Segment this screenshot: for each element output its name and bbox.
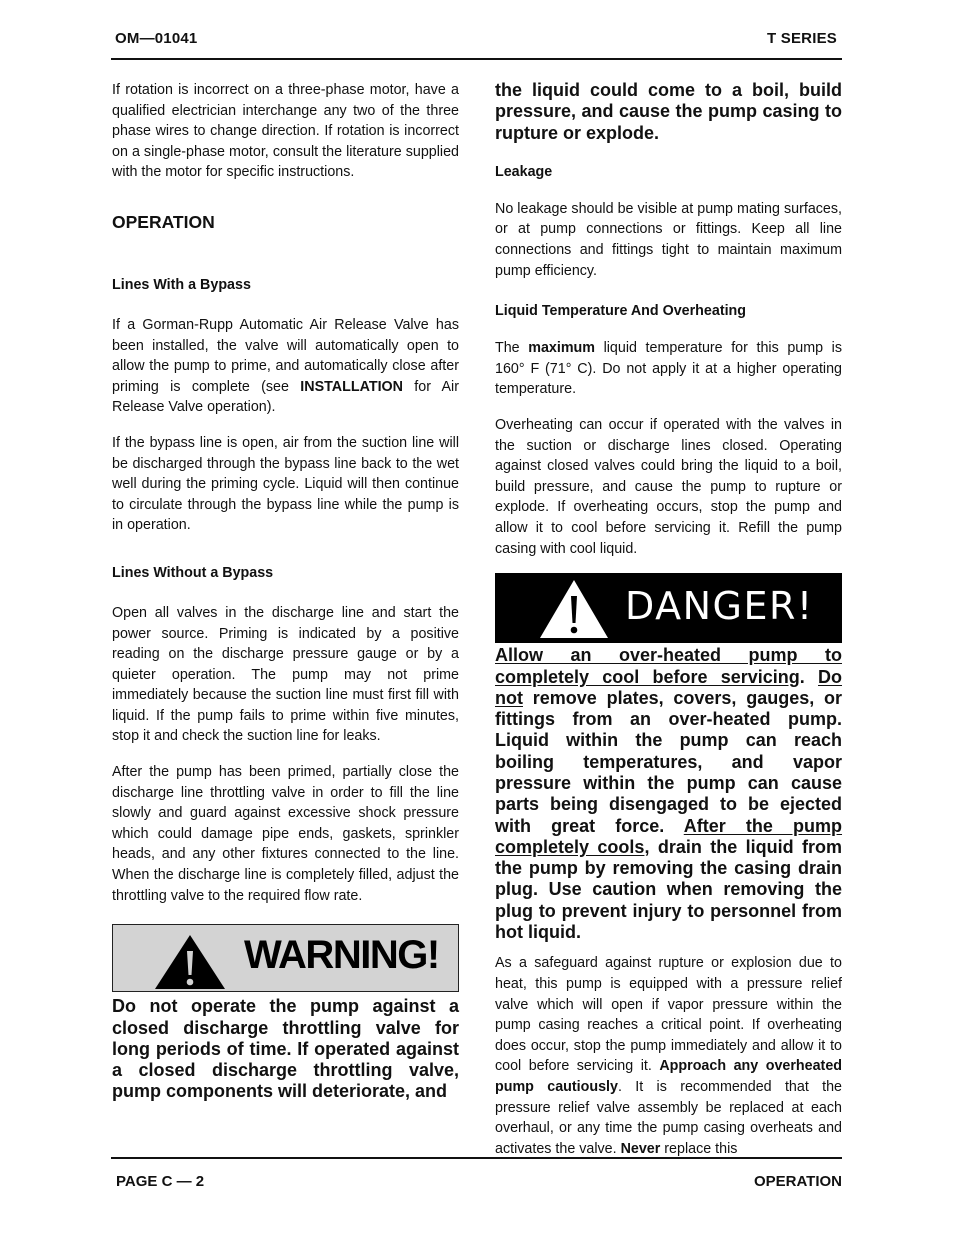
warning-continued-text: the liquid could come to a boil, build pressure, and cause the pump casing to rupture or explode. xyxy=(495,80,842,143)
series-label: T SERIES xyxy=(767,30,837,47)
danger-triangle-icon xyxy=(538,578,610,640)
leakage-heading: Leakage xyxy=(495,163,553,180)
rotation-paragraph: If rotation is incorrect on a three-phase motor, have a qualified electrician interchange any two of the three phase wires to change direction. If rotation is incorrect on a single-phase motor, consult the literature supplied with the motor for specific instructions. xyxy=(112,82,459,181)
temperature-heading: Liquid Temperature And Overheating xyxy=(495,303,747,320)
section-label: OPERATION xyxy=(753,1173,842,1190)
bypass-heading: Lines With a Bypass xyxy=(112,276,251,293)
no-bypass-heading: Lines Without a Bypass xyxy=(112,564,274,581)
safeguard-paragraph: As a safeguard against rupture or explosion due to heat, this pump is equipped with a pressure relief valve which will open if vapor pressure within the pump casing reaches a critical point. If overheating does occur, stop the pump immediately and allow it to cool before servicing it. Approach any overheated pump cautiously. It is recommended that the pressure relief valve assembly be replaced at each overhaul, or any time the pump casing overheats and activates the valve. Never replace this xyxy=(495,955,843,1157)
document-id: OM—01041 xyxy=(115,30,198,47)
header-rule xyxy=(111,58,842,60)
footer-rule xyxy=(111,1157,842,1159)
warning-box xyxy=(112,924,459,992)
bypass-paragraph-1: If a Gorman-Rupp Automatic Air Release Valve has been installed, the valve will automatically open to allow the pump to prime, and automatically close after priming is complete (see INSTALLATION for Air Release Valve operation). xyxy=(112,316,459,416)
no-bypass-paragraph-2: After the pump has been primed, partially close the discharge line throttling valve in order to fill the line slowly and guard against excessive shock pressure which could damage pipe ends, gaskets, sprinkler heads, and any other fixtures connected to the line. When the discharge line is completely filled, adjust the throttling valve to the required flow rate. xyxy=(112,764,459,904)
operation-heading: OPERATION xyxy=(112,211,215,232)
bypass-paragraph-2: If the bypass line is open, air from the suction line will be discharged through the bypass line back to the wet well during the priming cycle. Liquid will then continue to circulate through the bypass line while the pump is in operation. xyxy=(112,434,459,534)
left-column xyxy=(112,80,459,1103)
danger-box xyxy=(495,573,842,643)
warning-text: Do not operate the pump against a closed discharge throttling valve for long periods of time. If operated against a closed discharge throttling valve, pump components will deteriorate, and xyxy=(112,996,459,1102)
overheating-paragraph: Overheating can occur if operated with the valves in the suction or discharge lines closed. Operating against closed valves could bring the liquid to a boil, build pressure, and cause the pump to rupture or explode. If overheating occurs, stop the pump and allow it to cool before servicing it. Refill the pump casing with cool liquid. xyxy=(495,417,842,557)
danger-title: DANGER! xyxy=(625,584,814,629)
right-column xyxy=(495,80,842,1159)
page-number: PAGE C — 2 xyxy=(116,1173,205,1190)
no-bypass-paragraph-1: Open all valves in the discharge line and start the power source. Priming is indicated by a positive reading on the discharge pressure gauge or by a quieter operation. The pump may not prime immediately because the suction line must first fill with liquid. If the pump fails to prime within five minutes, stop it and check the suction line for leaks. xyxy=(112,604,459,745)
warning-triangle-icon xyxy=(153,933,227,991)
leakage-paragraph: No leakage should be visible at pump mating surfaces, or at pump connections or fittings. Keep all line connections and fittings tight to maintain maximum pump efficiency. xyxy=(495,200,842,279)
warning-title: WARNING! xyxy=(244,933,439,978)
danger-text: Allow an over-heated pump to completely cool before servicing. Do not remove plates, covers, gauges, or fittings from an over-heated pump. Liquid within the pump can reach boiling temperatures, and vapor pressure within the pump can cause parts being disengaged to be ejected with great force. After the pump completely cools, drain the liquid from the pump by removing the casing drain plug. Use caution when removing the plug to prevent injury to personnel from hot liquid. xyxy=(495,645,843,943)
temperature-paragraph: The maximum liquid temperature for this pump is 160° F (71° C). Do not apply it at a higher operating temperature. xyxy=(495,340,842,398)
